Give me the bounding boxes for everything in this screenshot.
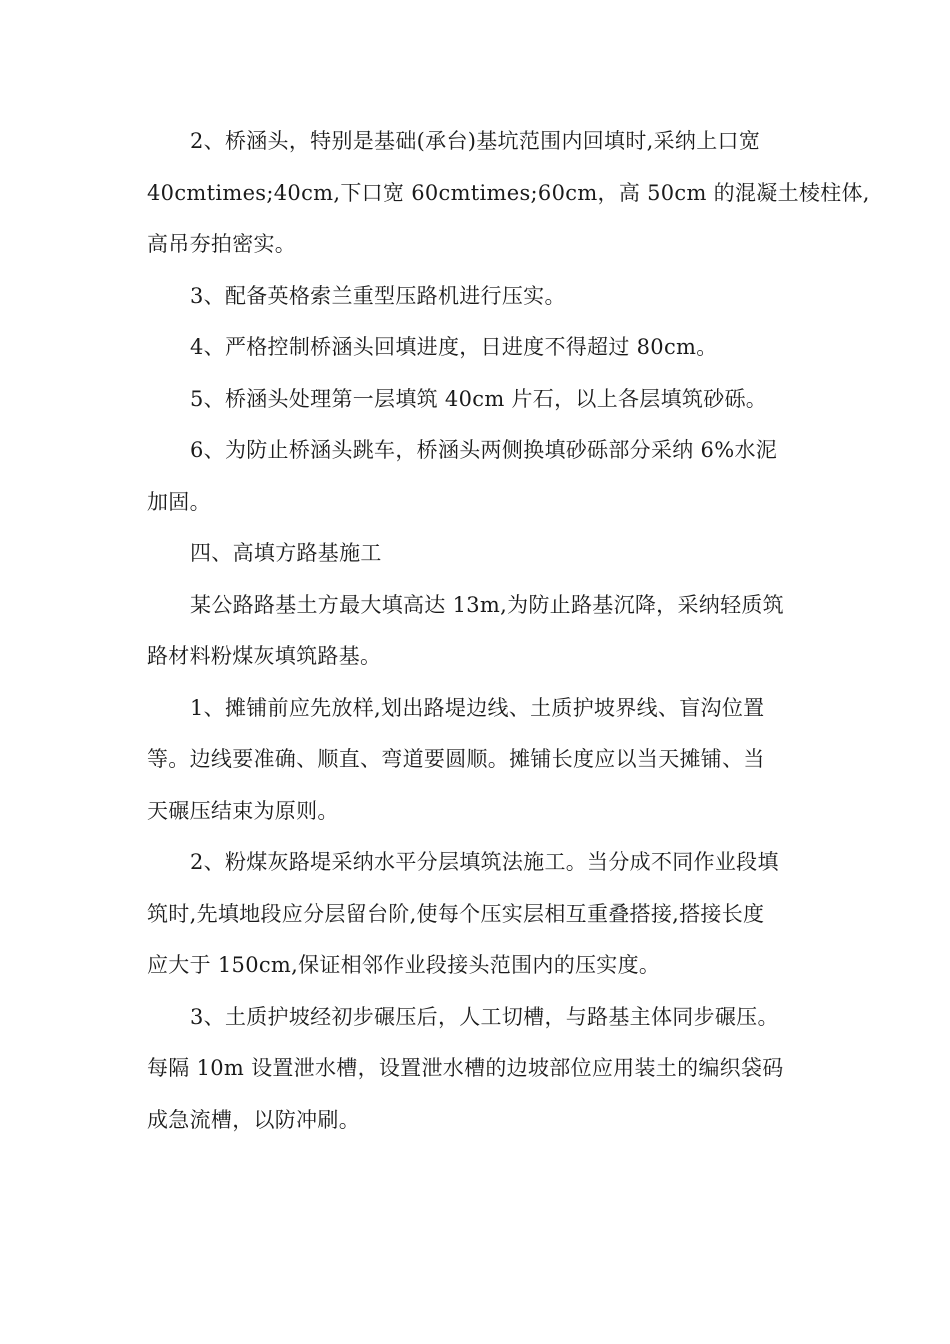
paragraph-first-layer-stone (147, 374, 807, 426)
paragraph-bridge-culvert-backfill (147, 116, 870, 271)
paragraph-layered-filling (147, 837, 807, 992)
text-line: 2、粉煤灰路堤采纳水平分层填筑法施工。当分成不同作业段填 (190, 850, 779, 874)
text-line: 筑时,先填地段应分层留台阶,使每个压实层相互重叠搭接,搭接长度 (147, 901, 765, 926)
text-line: 每隔 10m 设置泄水槽，设置泄水槽的边坡部位应用装土的编织袋码 (147, 1056, 784, 1080)
text-line: 路材料粉煤灰填筑路基。 (147, 644, 382, 668)
text-line: 2、桥涵头，特别是基础(承台)基坑范围内回填时,采纳上口宽 (190, 129, 761, 153)
text-line: 5、桥涵头处理第一层填筑 40cm 片石，以上各层填筑砂砾。 (190, 386, 768, 411)
text-line: 3、土质护坡经初步碾压后，人工切槽，与路基主体同步碾压。 (190, 1004, 779, 1029)
text-line: 成急流槽，以防冲刷。 (147, 1107, 360, 1132)
text-line: 40cmtimes;40cm,下口宽 60cmtimes;60cm，高 50cm 的混凝土棱柱体, (147, 180, 870, 205)
text-line: 应大于 150cm,保证相邻作业段接头范围内的压实度。 (147, 953, 661, 977)
section-heading-high-fill (147, 528, 807, 580)
paragraph-fly-ash-intro (147, 580, 807, 683)
section-heading: 四、高填方路基施工 (190, 541, 382, 565)
text-line: 加固。 (147, 489, 211, 514)
document-body (147, 116, 870, 1146)
paragraph-cement-stabilization (147, 425, 807, 528)
paragraph-setting-out (147, 683, 807, 838)
paragraph-backfill-progress (147, 322, 807, 374)
text-line: 高吊夯拍密实。 (147, 232, 297, 256)
text-line: 天碾压结束为原则。 (147, 798, 339, 823)
paragraph-slope-drainage (147, 992, 807, 1147)
text-line: 等。边线要准确、顺直、弯道要圆顺。摊铺长度应以当天摊铺、当 (147, 747, 765, 771)
paragraph-roller-compaction (147, 271, 807, 323)
text-line: 4、严格控制桥涵头回填进度，日进度不得超过 80cm。 (190, 335, 718, 359)
text-line: 某公路路基土方最大填高达 13m,为防止路基沉降，采纳轻质筑 (190, 592, 784, 617)
text-line: 3、配备英格索兰重型压路机进行压实。 (190, 283, 566, 308)
text-line: 1、摊铺前应先放样,划出路堤边线、土质护坡界线、盲沟位置 (190, 695, 765, 720)
text-line: 6、为防止桥涵头跳车，桥涵头两侧换填砂砾部分采纳 6%水泥 (190, 438, 778, 462)
